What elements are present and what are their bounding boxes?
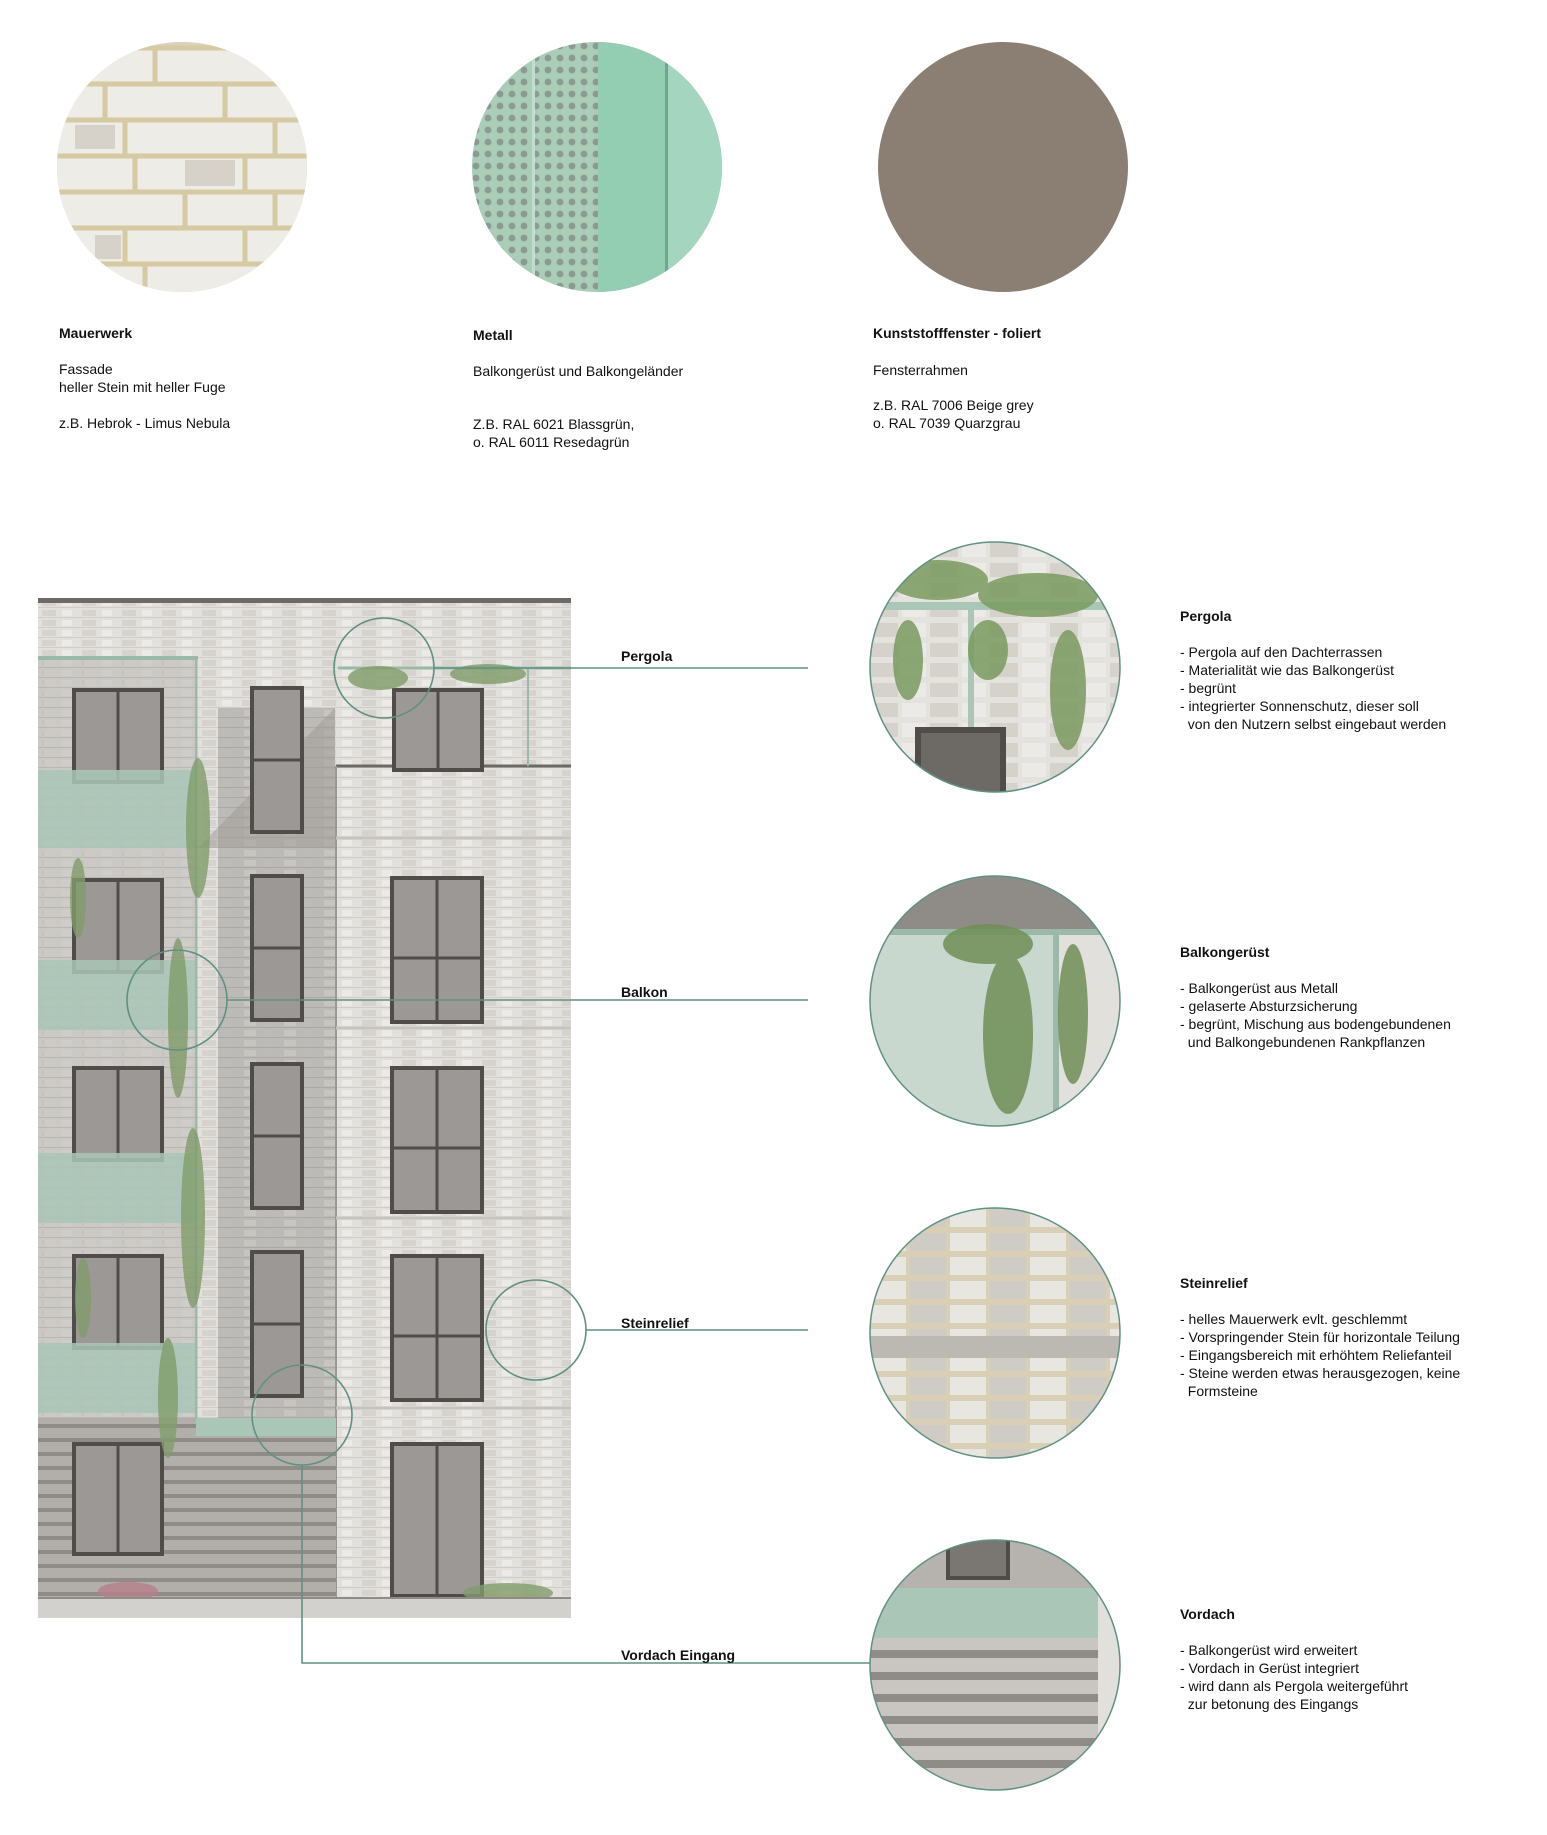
detail-line: - wird dann als Pergola weitergeführt	[1180, 1678, 1409, 1694]
detail-line: - Vorspringender Stein für horizontale Teilung	[1180, 1329, 1460, 1345]
detail-title: Pergola	[1180, 608, 1232, 624]
material-line: z.B. RAL 7006 Beige grey	[873, 397, 1034, 413]
detail-line: - gelaserte Absturzsicherung	[1180, 998, 1358, 1014]
detail-line: - integrierter Sonnenschutz, dieser soll	[1180, 698, 1419, 714]
detail-list	[1180, 1641, 1408, 1713]
material-line: Z.B. RAL 6021 Blassgrün,	[473, 416, 635, 432]
metal-swatch	[470, 40, 724, 294]
stone-relief-detail-image	[868, 1206, 1122, 1460]
material-line: heller Stein mit heller Fuge	[59, 379, 226, 395]
detail-pergola	[1180, 608, 1446, 733]
detail-title: Balkongerüst	[1180, 944, 1270, 960]
detail-title: Vordach	[1180, 1606, 1235, 1622]
canopy-detail-image	[868, 1538, 1122, 1792]
masonry-swatch	[55, 40, 309, 294]
detail-line: - Balkongerüst wird erweitert	[1180, 1642, 1358, 1658]
detail-line: und Balkongebundenen Rankpflanzen	[1180, 1034, 1426, 1050]
balcony-detail-image	[868, 874, 1122, 1128]
detail-line: - begrünt, Mischung aus bodengebundenen	[1180, 1016, 1451, 1032]
material-title-metal: Metall	[473, 327, 513, 343]
material-line: Fassade	[59, 361, 113, 377]
callout-leaders	[0, 600, 880, 1680]
window-frame-swatch	[876, 40, 1130, 294]
detail-line: - Vordach in Gerüst integriert	[1180, 1660, 1359, 1676]
detail-list	[1180, 1310, 1460, 1400]
material-line: z.B. Hebrok - Limus Nebula	[59, 415, 231, 431]
detail-line: - Steine werden etwas herausgezogen, keine	[1180, 1365, 1461, 1381]
detail-list	[1180, 979, 1451, 1051]
callout-label-vordach: Vordach Eingang	[621, 1647, 736, 1663]
detail-line: Formsteine	[1180, 1383, 1258, 1399]
detail-line: - Balkongerüst aus Metall	[1180, 980, 1338, 996]
detail-line: - begrünt	[1180, 680, 1237, 696]
detail-steinrelief	[1180, 1275, 1460, 1400]
detail-list	[1180, 643, 1446, 733]
detail-line: - Pergola auf den Dachterrassen	[1180, 644, 1383, 660]
detail-line: - Eingangsbereich mit erhöhtem Reliefanteil	[1180, 1347, 1452, 1363]
callout-label-steinrelief: Steinrelief	[621, 1315, 689, 1331]
material-title-masonry: Mauerwerk	[59, 325, 133, 341]
material-line: Fensterrahmen	[873, 362, 968, 378]
detail-line: - helles Mauerwerk evlt. geschlemmt	[1180, 1311, 1408, 1327]
detail-line: zur betonung des Eingangs	[1180, 1696, 1359, 1712]
detail-balkongeruest	[1180, 944, 1451, 1051]
material-line: Balkongerüst und Balkongeländer	[473, 363, 684, 379]
callout-label-pergola: Pergola	[621, 648, 673, 664]
pergola-detail-image	[868, 540, 1122, 794]
material-line: o. RAL 7039 Quarzgrau	[873, 415, 1021, 431]
detail-line: - Materialität wie das Balkongerüst	[1180, 662, 1394, 678]
detail-line: von den Nutzern selbst eingebaut werden	[1180, 716, 1447, 732]
material-line: o. RAL 6011 Resedagrün	[473, 434, 630, 450]
callout-label-balkon: Balkon	[621, 984, 668, 1000]
detail-vordach	[1180, 1606, 1408, 1713]
material-title-window: Kunststofffenster - foliert	[873, 325, 1041, 341]
detail-title: Steinrelief	[1180, 1275, 1248, 1291]
